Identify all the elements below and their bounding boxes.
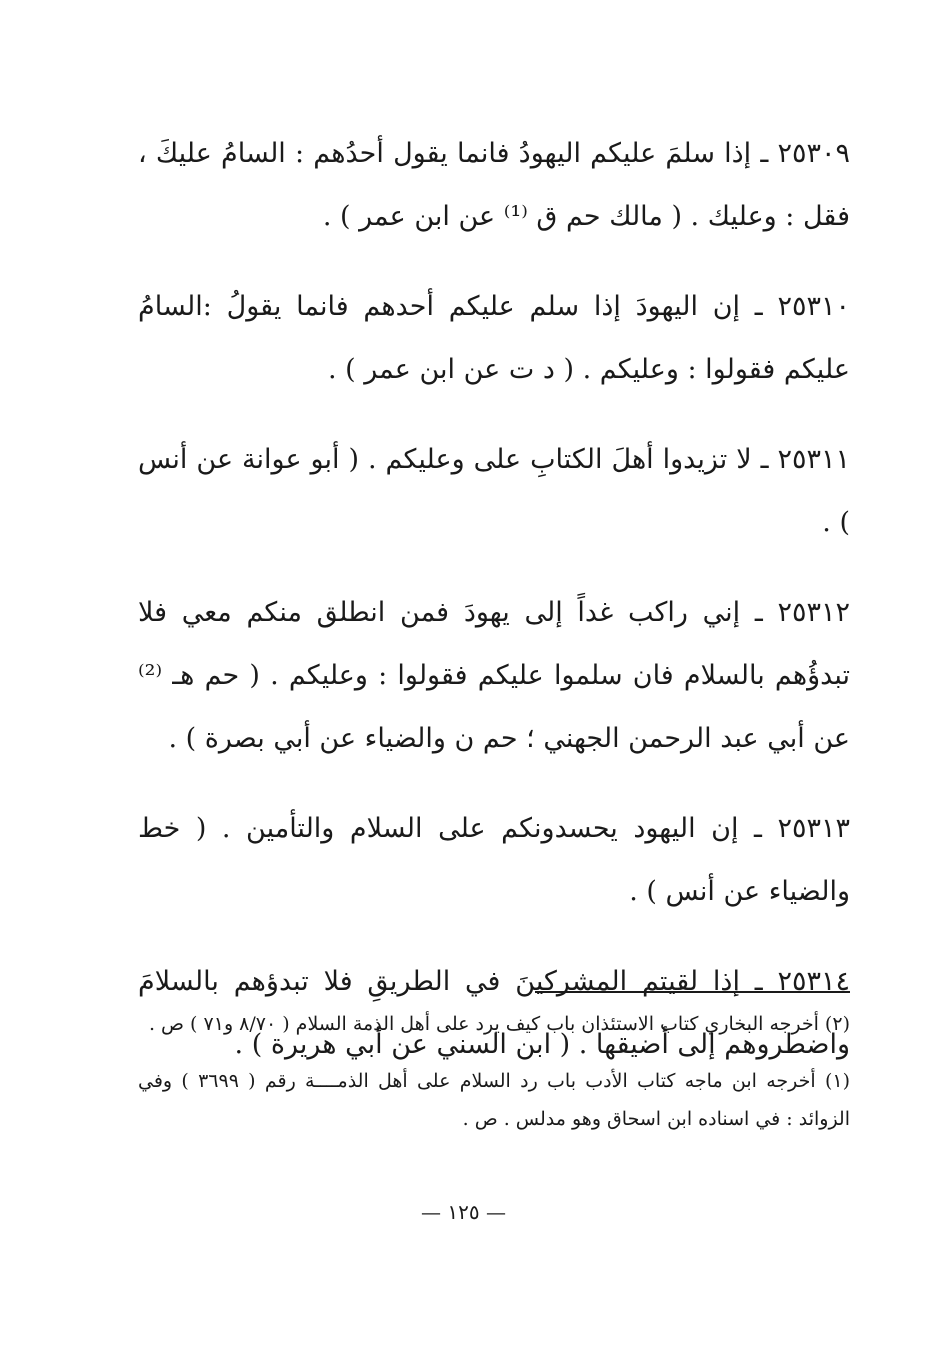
hadith-25311: ٢٥٣١١ ـ لا تزيدوا أهلَ الكتابِ على وعليكم . ( أبو عوانة عن أنس ) . <box>138 444 850 538</box>
main-text <box>138 122 850 1090</box>
hadith-25314: ٢٥٣١٤ ـ إذا لقيتم المشركينَ في الطريقِ فلا تبدؤهم بالسلامَ واضطروهم إلى أضيقها . ( ابن السني عن أبي هريرة ) . <box>138 966 850 1060</box>
footnote-1: (١) أخرجه ابن ماجه كتاب الأدب باب رد السلام على أهل الذمــــة رقم ( ٣٦٩٩ ) وفي الزوائد : في اسناده ابن اسحاق وهو مدلس . ص . <box>138 1070 851 1130</box>
hadith-25309: ٢٥٣٠٩ ـ إذا سلمَ عليكم اليهودُ فانما يقول أحدُهم : السامُ عليكَ ، فقل : وعليك . ( مالك حم ق ⁽¹⁾ عن ابن عمر ) . <box>138 138 850 232</box>
hadith-25313: ٢٥٣١٣ ـ إن اليهود يحسدونكم على السلام والتأمين . ( خط والضياء عن أنس ) . <box>138 813 850 907</box>
page-number: — ١٢٥ — <box>421 1200 506 1224</box>
hadith-25310: ٢٥٣١٠ ـ إن اليهودَ إذا سلم عليكم أحدهم فانما يقولُ :السامُ عليكم فقولوا : وعليكم . ( د ت عن ابن عمر ) . <box>138 291 850 385</box>
hadith-25312: ٢٥٣١٢ ـ إني راكب غداً إلى يهودَ فمن انطلق منكم معي فلا تبدؤُهم بالسلام فان سلموا عليكم فقولوا : وعليكم . ( حم هـ ⁽²⁾ عن أبي عبد الرحمن الجهني ؛ حم ن والضياء عن أبي بصرة ) . <box>138 597 850 754</box>
footnotes <box>138 1005 850 1148</box>
footnote-2: (٢) أخرجه البخاري كتاب الاستئذان باب كيف يرد على أهل الذمة السلام ( ٨/٧٠ و٧١ ) ص . <box>148 1013 850 1035</box>
footnote-divider <box>535 991 850 993</box>
